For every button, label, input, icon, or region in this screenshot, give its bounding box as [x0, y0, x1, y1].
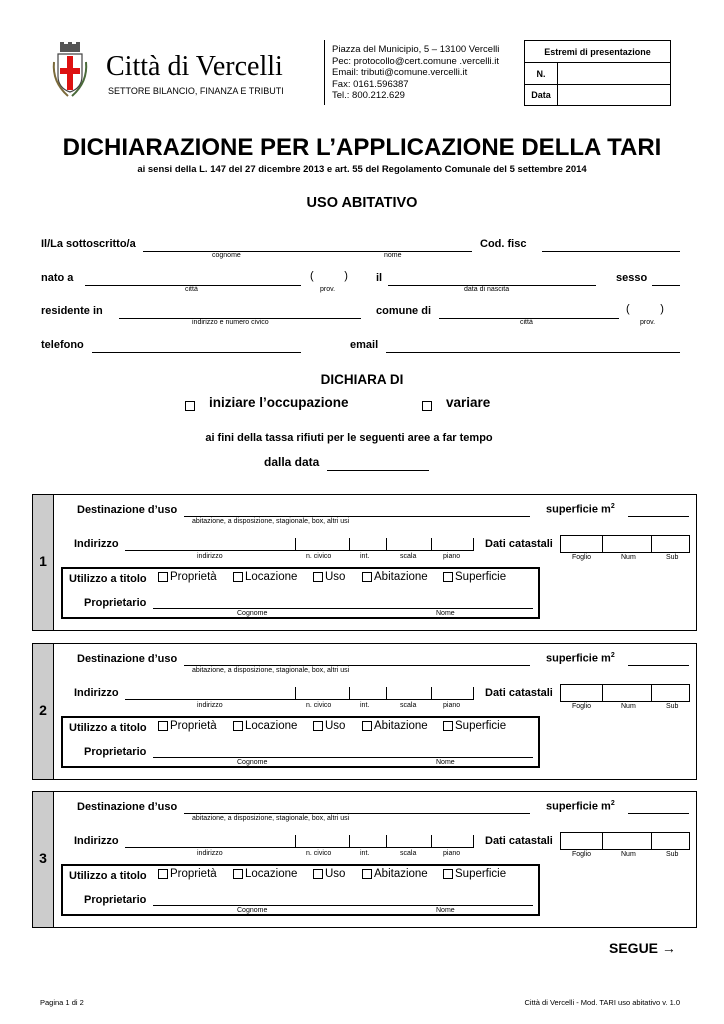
change-checkbox[interactable]: [422, 401, 432, 411]
presentation-number-label: N.: [525, 63, 558, 85]
form-title: DICHIARAZIONE PER L’APPLICAZIONE DELLA TARI: [62, 134, 662, 161]
floor-caption: piano: [443, 850, 461, 857]
municipality-caption: città: [520, 319, 533, 326]
destination-field[interactable]: [184, 516, 530, 517]
destination-caption: abitazione, a disposizione, stagionale, box, altri usi: [192, 815, 350, 822]
habitation-checkbox[interactable]: [362, 572, 372, 582]
presentation-title: Estremi di presentazione: [525, 41, 670, 63]
use-checkbox[interactable]: [313, 721, 323, 731]
destination-label: Destinazione d’uso: [77, 504, 178, 516]
owner-surname-caption: Cognome: [237, 907, 268, 914]
sheet-caption: Foglio: [572, 851, 592, 858]
subordinate-field[interactable]: [652, 833, 689, 849]
sheet-field[interactable]: [561, 833, 603, 849]
cadastral-fields: [560, 684, 690, 702]
city-logo: [50, 42, 90, 100]
subordinate-caption: Sub: [666, 554, 679, 561]
sex-field[interactable]: [652, 285, 680, 286]
surface-field[interactable]: [628, 813, 689, 814]
email-label: email: [350, 339, 379, 351]
option-rental[interactable]: Locazione: [233, 571, 297, 583]
area-section-1: [32, 494, 697, 631]
area-section-2: [32, 643, 697, 780]
parcel-caption: Num: [621, 554, 636, 561]
owner-label: Proprietario: [84, 746, 147, 758]
tax-code-field[interactable]: [542, 251, 680, 252]
ownership-checkbox[interactable]: [158, 572, 168, 582]
tax-code-label: Cod. fisc: [480, 238, 527, 250]
interior-caption: int.: [360, 850, 370, 857]
address-caption: indirizzo: [197, 702, 223, 709]
surface-right-checkbox[interactable]: [443, 869, 453, 879]
floor-caption: piano: [443, 702, 461, 709]
parcel-caption: Num: [621, 851, 636, 858]
option-use[interactable]: Uso: [313, 720, 345, 732]
floor-caption: piano: [443, 553, 461, 560]
owner-surname-caption: Cognome: [237, 759, 268, 766]
born-in-label: nato a: [41, 272, 74, 284]
option-rental[interactable]: Locazione: [233, 720, 297, 732]
address-label: Indirizzo: [74, 835, 119, 847]
option-surface-right[interactable]: Superficie: [443, 571, 506, 583]
interior-caption: int.: [360, 553, 370, 560]
form-reference: Città di Vercelli - Mod. TARI uso abitativo v. 1.0: [524, 998, 680, 1007]
continue-label: SEGUE →: [609, 940, 676, 956]
area-number-strip: [33, 792, 54, 927]
parcel-field[interactable]: [603, 685, 652, 701]
birth-date-caption: data di nascita: [464, 286, 510, 293]
staircase-caption: scala: [400, 850, 417, 857]
contact-phone: Tel.: 800.212.629: [332, 90, 405, 102]
form-subtitle: ai sensi della L. 147 del 27 dicembre 2013 e art. 55 del Regolamento Comunale del 5 settembre 2014: [137, 164, 587, 175]
surface-right-checkbox[interactable]: [443, 572, 453, 582]
sheet-caption: Foglio: [572, 554, 592, 561]
staircase-caption: scala: [400, 702, 417, 709]
area-number: 1: [39, 553, 47, 569]
presentation-date-label: Data: [525, 85, 558, 105]
parcel-caption: Num: [621, 703, 636, 710]
address-field[interactable]: [125, 699, 474, 700]
address-field[interactable]: [125, 550, 474, 551]
use-title-box: [61, 716, 540, 768]
address-label: Indirizzo: [74, 687, 119, 699]
area-number: 2: [39, 702, 47, 718]
undersigned-label: Il/La sottoscritto/a: [41, 238, 136, 250]
destination-label: Destinazione d’uso: [77, 801, 178, 813]
sheet-field[interactable]: [561, 685, 603, 701]
surface-field[interactable]: [628, 665, 689, 666]
option-use[interactable]: Uso: [313, 868, 345, 880]
owner-label: Proprietario: [84, 894, 147, 906]
purpose-text: ai fini della tassa rifiuti per le seguenti aree a far tempo: [205, 432, 493, 444]
option-habitation[interactable]: Abitazione: [362, 571, 428, 583]
parcel-field[interactable]: [603, 536, 652, 552]
sex-label: sesso: [616, 272, 648, 284]
destination-caption: abitazione, a disposizione, stagionale, box, altri usi: [192, 667, 350, 674]
surface-label: superficie $m^2$: [546, 503, 615, 516]
use-checkbox[interactable]: [313, 572, 323, 582]
owner-field[interactable]: [153, 905, 533, 906]
surname-caption: cognome: [212, 252, 241, 259]
option-use[interactable]: Uso: [313, 571, 345, 583]
option-surface-right[interactable]: Superficie: [443, 720, 506, 732]
presentation-number-field[interactable]: [558, 63, 670, 85]
cadastral-label: Dati catastali: [485, 538, 553, 550]
owner-label: Proprietario: [84, 597, 147, 609]
option-ownership[interactable]: Proprietà: [158, 720, 217, 732]
civic-number-caption: n. civico: [306, 702, 332, 709]
subordinate-caption: Sub: [666, 703, 679, 710]
usage-type: USO ABITATIVO: [306, 195, 418, 211]
option-surface-right[interactable]: Superficie: [443, 868, 506, 880]
use-title-label: Utilizzo a titolo: [69, 870, 147, 882]
area-section-3: [32, 791, 697, 928]
habitation-checkbox[interactable]: [362, 869, 372, 879]
habitation-checkbox[interactable]: [362, 721, 372, 731]
owner-field[interactable]: [153, 757, 533, 758]
ownership-checkbox[interactable]: [158, 869, 168, 879]
contact-block: [332, 44, 499, 102]
contact-pec: Pec: protocollo@cert.comune .vercelli.it: [332, 55, 499, 67]
city-name: Città di Vercelli: [106, 51, 283, 82]
presentation-date-field[interactable]: [558, 85, 670, 105]
option-habitation[interactable]: Abitazione: [362, 720, 428, 732]
contact-email: Email: tributi@comune.vercelli.it: [332, 67, 468, 79]
residence-province-caption: prov.: [640, 319, 656, 326]
use-title-box: [61, 864, 540, 916]
ownership-checkbox[interactable]: [158, 721, 168, 731]
use-title-box: [61, 567, 540, 619]
staircase-caption: scala: [400, 553, 417, 560]
cadastral-label: Dati catastali: [485, 687, 553, 699]
destination-caption: abitazione, a disposizione, stagionale, box, altri usi: [192, 518, 350, 525]
surface-label: superficie $m^2$: [546, 652, 615, 665]
address-label: Indirizzo: [74, 538, 119, 550]
phone-field[interactable]: [92, 352, 301, 353]
presentation-box: [524, 40, 671, 106]
residence-address-caption: indirizzo e numero civico: [192, 319, 269, 326]
subordinate-caption: Sub: [666, 851, 679, 858]
start-occupation-checkbox[interactable]: [185, 401, 195, 411]
cadastral-fields: [560, 535, 690, 553]
cadastral-fields: [560, 832, 690, 850]
resident-label: residente in: [41, 305, 103, 317]
rental-checkbox[interactable]: [233, 721, 243, 731]
area-number: 3: [39, 850, 47, 866]
option-ownership[interactable]: Proprietà: [158, 571, 217, 583]
change-label: variare: [446, 395, 491, 410]
address-caption: indirizzo: [197, 553, 223, 560]
rental-checkbox[interactable]: [233, 572, 243, 582]
destination-field[interactable]: [184, 665, 530, 666]
destination-field[interactable]: [184, 813, 530, 814]
destination-label: Destinazione d’uso: [77, 653, 178, 665]
option-ownership[interactable]: Proprietà: [158, 868, 217, 880]
from-date-label: dalla data: [264, 455, 320, 469]
owner-surname-caption: Cognome: [237, 610, 268, 617]
parcel-field[interactable]: [603, 833, 652, 849]
owner-name-caption: Nome: [436, 610, 455, 617]
birth-date-label: il: [376, 272, 383, 284]
area-number-strip: [33, 495, 54, 630]
use-title-label: Utilizzo a titolo: [69, 573, 147, 585]
phone-label: telefono: [41, 339, 84, 351]
residence-province-field[interactable]: ( ): [626, 303, 664, 315]
contact-fax: Fax: 0161.596387: [332, 78, 409, 90]
owner-name-caption: Nome: [436, 759, 455, 766]
from-date-field[interactable]: [327, 470, 429, 471]
surface-right-checkbox[interactable]: [443, 721, 453, 731]
surface-field[interactable]: [628, 516, 689, 517]
address-field[interactable]: [125, 847, 474, 848]
start-occupation-label: iniziare l’occupazione: [209, 395, 349, 410]
contact-address: Piazza del Municipio, 5 – 13100 Vercelli: [332, 44, 500, 55]
header-divider: [324, 40, 325, 105]
department-name: SETTORE BILANCIO, FINANZA E TRIBUTI: [108, 86, 284, 96]
option-habitation[interactable]: Abitazione: [362, 868, 428, 880]
cadastral-label: Dati catastali: [485, 835, 553, 847]
civic-number-caption: n. civico: [306, 850, 332, 857]
area-number-strip: [33, 644, 54, 779]
email-field[interactable]: [386, 352, 680, 353]
option-rental[interactable]: Locazione: [233, 868, 297, 880]
declaration-heading: DICHIARA DI: [320, 372, 404, 387]
civic-number-caption: n. civico: [306, 553, 332, 560]
page-number: Pagina 1 di 2: [40, 998, 84, 1007]
birth-city-caption: città: [185, 286, 198, 293]
subordinate-field[interactable]: [652, 536, 689, 552]
interior-caption: int.: [360, 702, 370, 709]
owner-name-caption: Nome: [436, 907, 455, 914]
use-title-label: Utilizzo a titolo: [69, 722, 147, 734]
birth-province-caption: prov.: [320, 286, 336, 293]
sheet-caption: Foglio: [572, 703, 592, 710]
full-name-field[interactable]: [143, 251, 472, 252]
address-caption: indirizzo: [197, 850, 223, 857]
subordinate-field[interactable]: [652, 685, 689, 701]
name-caption: nome: [384, 252, 402, 259]
birth-province-field[interactable]: ( ): [310, 270, 348, 282]
surface-label: superficie $m^2$: [546, 800, 615, 813]
sheet-field[interactable]: [561, 536, 603, 552]
use-checkbox[interactable]: [313, 869, 323, 879]
municipality-label: comune di: [376, 305, 432, 317]
owner-field[interactable]: [153, 608, 533, 609]
rental-checkbox[interactable]: [233, 869, 243, 879]
